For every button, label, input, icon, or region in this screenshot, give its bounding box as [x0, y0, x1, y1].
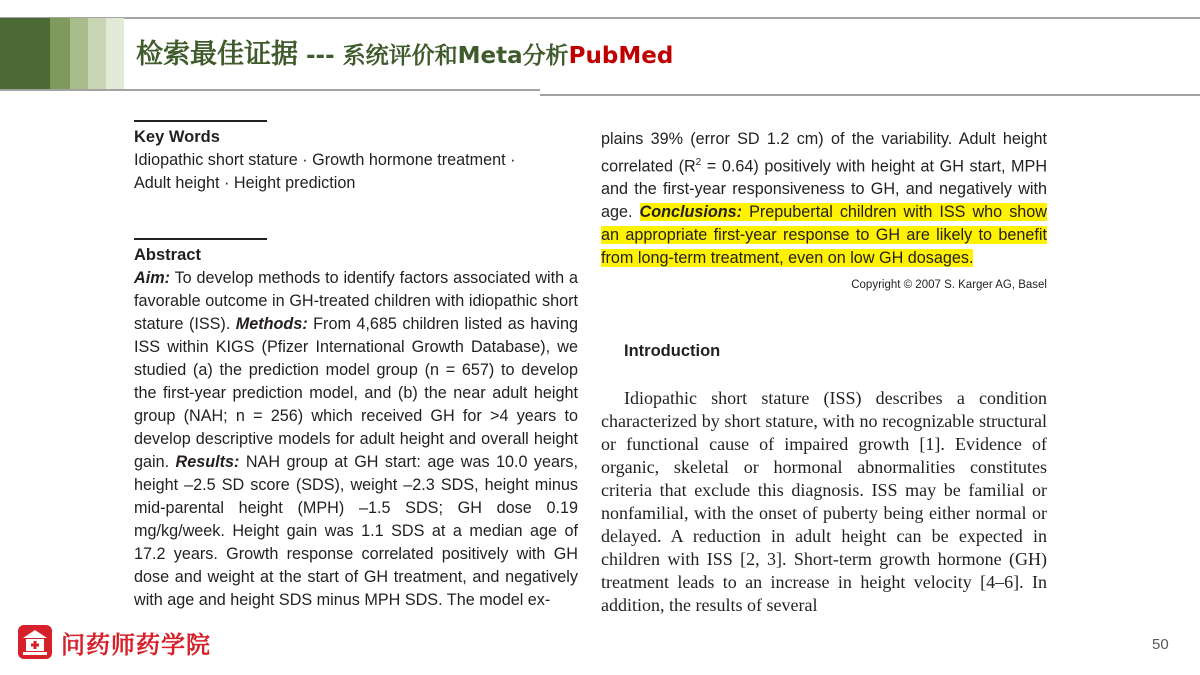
keywords-line: Adult height · Height prediction [134, 174, 356, 192]
header-color-bars [0, 18, 124, 90]
brand-logo [17, 624, 211, 660]
header-bar [70, 18, 88, 90]
conclusions-label: Conclusions: [639, 203, 743, 222]
header-bar [88, 18, 106, 90]
methods-text: From 4,685 children listed as having ISS within KIGS (Pfizer International Growth Database), we studied (a) the prediction model group (n = 657) to develop the first-year prediction model, and (b) the near adult height group (NAH; n = 256) which received GH for >4 years to develop descriptive models for adult height and overall height gain. [134, 315, 578, 471]
header-bar [50, 18, 70, 90]
paper-left-column [134, 120, 578, 612]
slide-title [136, 32, 673, 71]
abstract-cont-a: plains 39% (error SD 1.2 cm) of the variability. Adult height correlated (R [601, 130, 1047, 176]
introduction-body [601, 387, 1047, 617]
keywords-rule [134, 120, 267, 122]
keywords-line: Idiopathic short stature · Growth hormone treatment · [134, 151, 516, 169]
results-text: NAH group at GH start: age was 10.0 years, height –2.5 SD score (SDS), weight –2.3 SDS, height minus mid-parental height (MPH) –1.5 SDS; GH dose 0.19 mg/kg/week. Height gain was 1.1 SDS at a median age of 17.2 years. Growth response correlated positively with GH dose and weight at the start of GH treatment, and negatively with age and height SDS minus MPH SDS. The model ex- [134, 453, 578, 609]
header-top-rule [0, 17, 1200, 19]
header-bottom-rule [0, 89, 540, 91]
brand-name: 问药师药学院 [61, 630, 211, 659]
r-squared-sup: 2 [695, 157, 702, 168]
title-sub: --- 系统评价和Meta分析 [306, 43, 569, 69]
title-main: 检索最佳证据 [136, 39, 298, 70]
abstract-rule [134, 238, 267, 240]
title-pubmed: PubMed [568, 43, 674, 69]
aim-label: Aim: [134, 269, 170, 287]
conclusions-highlight [601, 203, 1047, 267]
header-bar [106, 18, 124, 90]
conclusions-text: Prepubertal children with ISS who show an appropriate first-year response to GH are likely to benefit from long-term treatment, even on low GH dosages. [601, 203, 1047, 268]
abstract-heading: Abstract [134, 246, 201, 264]
academy-icon [17, 624, 53, 660]
header-bar [0, 18, 50, 90]
keywords-heading: Key Words [134, 128, 220, 146]
page-number: 50 [1152, 636, 1169, 653]
abstract-body [134, 267, 578, 612]
header-right-rule [540, 94, 1200, 96]
abstract-cont-b: = 0.64) positively with height at GH start, MPH and the first-year responsiveness to GH, and negatively with age. [601, 157, 1048, 222]
abstract-continued [601, 128, 1047, 270]
introduction-heading: Introduction [624, 342, 721, 361]
results-label: Results: [175, 453, 240, 471]
copyright: Copyright © 2007 S. Karger AG, Basel [851, 279, 1047, 292]
paper-right-column [601, 128, 1047, 617]
methods-label: Methods: [235, 315, 308, 333]
aim-text: To develop methods to identify factors associated with a favorable outcome in GH-treated children with idiopathic short stature (ISS). [134, 269, 578, 333]
introduction-text: Idiopathic short stature (ISS) describes a condition characterized by short stature, with no recognizable structural or functional cause of impaired growth [1]. Evidence of organic, skeletal or hormonal abnormalities constitutes criteria that exclude this diagnosis. ISS may be familial or nonfamilial, with the onset of puberty being either normal or delayed. A reduction in adult height can be expected in children with ISS [2, 3]. Short-term growth hormone (GH) treatment leads to an increase in height velocity [4–6]. In addition, the results of several [601, 388, 1047, 616]
